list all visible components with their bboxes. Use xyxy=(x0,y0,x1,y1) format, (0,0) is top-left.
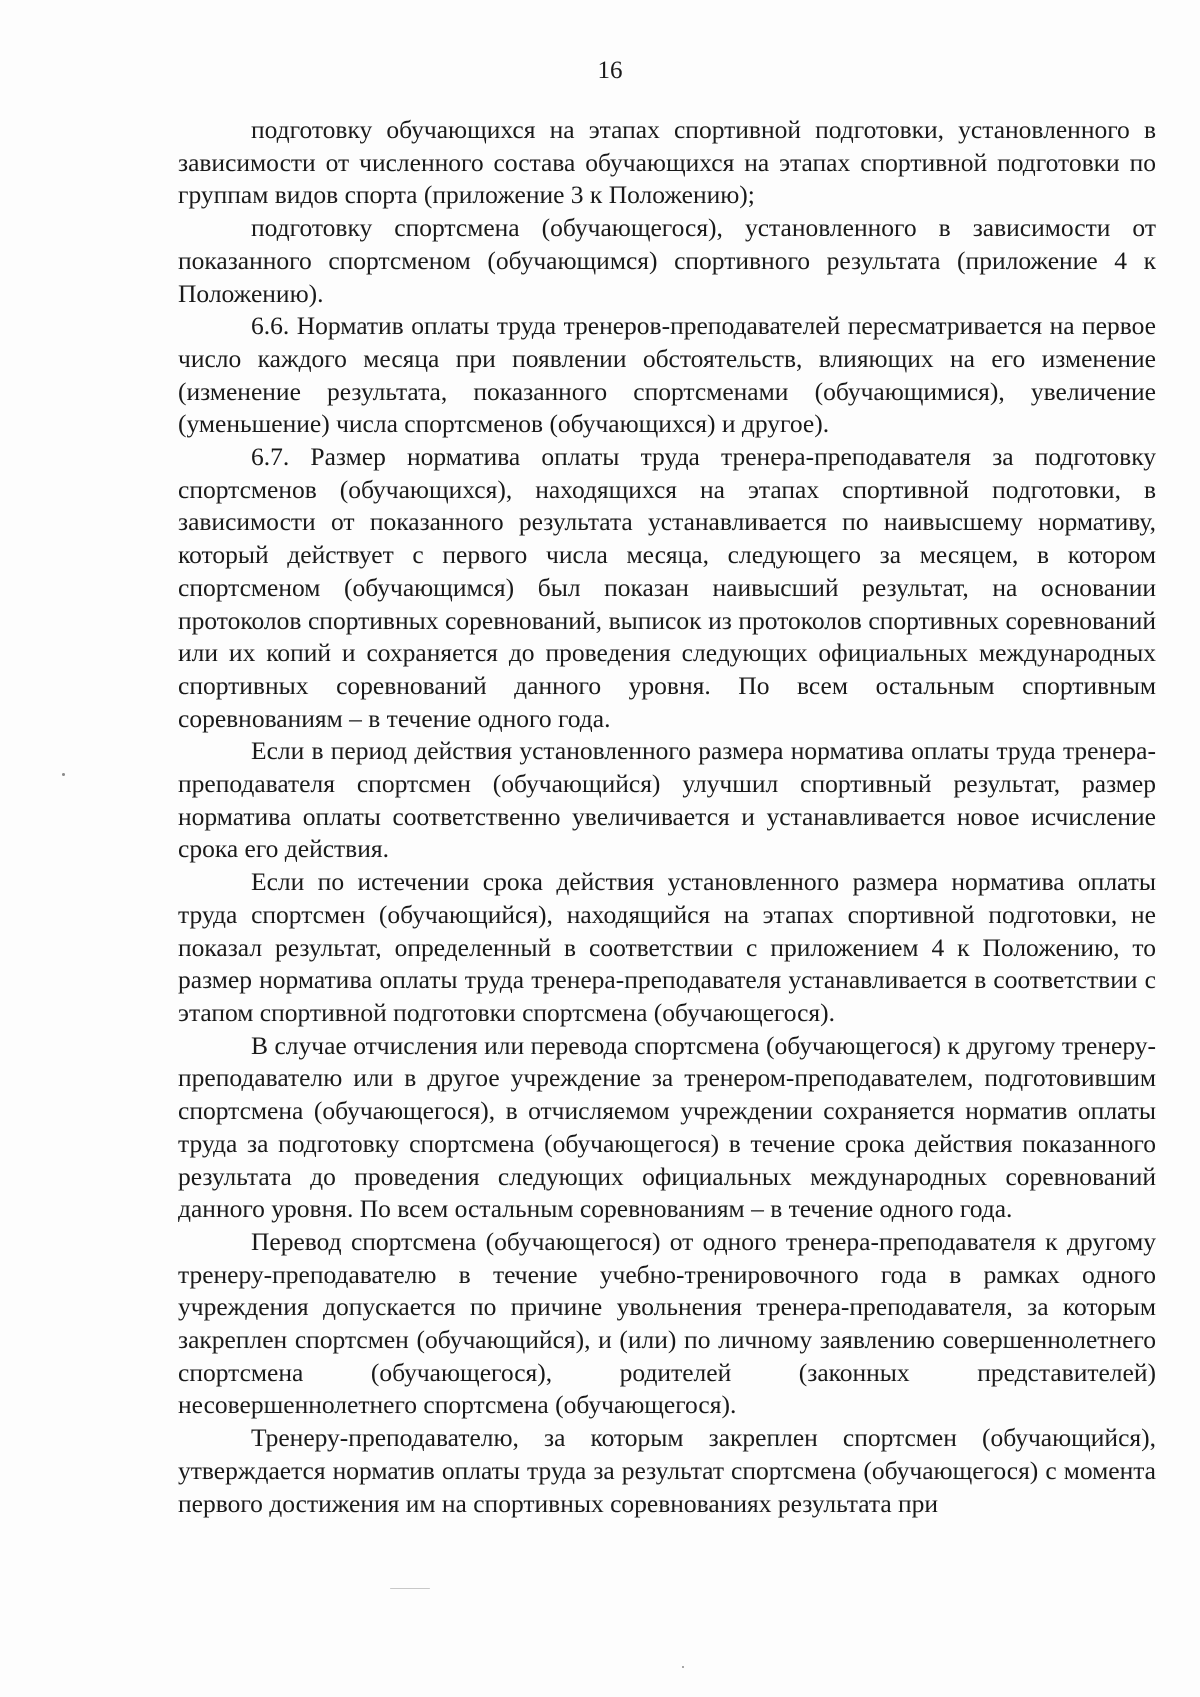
paragraph-expulsion-transfer: В случае отчисления или перевода спортсмена (обучающегося) к другому тренеру-преподавателю или в другое учреждение за тренером-преподавателем, подготовившим спортсмена (обучающегося), в отчисляемом учреждении сохраняется норматив оплаты труда за подготовку спортсмена (обучающегося) в течение срока действия показанного результата до проведения следующих официальных международных соревнований данного уровня. По всем остальным соревнованиям – в течение одного года. xyxy=(178,1030,1156,1224)
scan-speck xyxy=(62,773,65,776)
paragraph-expired-term: Если по истечении срока действия установленного размера норматива оплаты труда спортсмен (обучающийся), находящийся на этапах спортивной подготовки, не показал результат, определенный в соответствии с приложением 4 к Положению, то размер норматива оплаты труда тренера-преподавателя устанавливается в соответствии с этапом спортивной подготовки спортсмена (обучающегося). xyxy=(178,867,1156,1027)
paragraph-coach-change: Перевод спортсмена (обучающегося) от одного тренера-преподавателя к другому тренеру-преподавателю в течение учебно-тренировочного года в рамках одного учреждения допускается по причине увольнения тренера-преподавателя, за которым закреплен спортсмен (обучающийся), и (или) по личному заявлению совершеннолетнего спортсмена (обучающегося), родителей (законных представителей) несовершеннолетнего спортсмена (обучающегося). xyxy=(178,1226,1156,1420)
document-body xyxy=(178,114,1156,1520)
scan-speck xyxy=(682,1666,684,1668)
page-number: 16 xyxy=(597,57,623,84)
paragraph-coach-pay-athlete-result: подготовку спортсмена (обучающегося), установленного в зависимости от показанного спортсменом (обучающимся) спортивного результата (приложение 4 к Положению). xyxy=(178,213,1156,308)
paragraph-coach-pay-stage-count: подготовку обучающихся на этапах спортивной подготовки, установленного в зависимости от численного состава обучающихся на этапах спортивной подготовки по группам видов спорта (приложение 3 к Положению); xyxy=(178,115,1156,210)
scan-speck xyxy=(390,1588,430,1589)
paragraph-6-6-pay-review: 6.6. Норматив оплаты труда тренеров-преподавателей пересматривается на первое число каждого месяца при появлении обстоятельств, влияющих на его изменение (изменение результата, показанного спортсменами (обучающимися), увеличение (уменьшение) числа спортсменов (обучающихся) и другое). xyxy=(178,311,1156,439)
paragraph-assigned-coach: Тренеру-преподавателю, за которым закреплен спортсмен (обучающийся), утверждается норматив оплаты труда за результат спортсмена (обучающегося) с момента первого достижения им на спортивных соревнованиях результата при xyxy=(178,1423,1156,1518)
paragraph-improved-result: Если в период действия установленного размера норматива оплаты труда тренера-преподавателя спортсмен (обучающийся) улучшил спортивный результат, размер норматива оплаты соответственно увеличивается и устанавливается новое исчисление срока его действия. xyxy=(178,736,1156,864)
paragraph-6-7-pay-norm-size: 6.7. Размер норматива оплаты труда тренера-преподавателя за подготовку спортсменов (обучающихся), находящихся на этапах спортивной подготовки, в зависимости от показанного результата устанавливается по наивысшему нормативу, который действует с первого числа месяца, следующего за месяцем, в котором спортсменом (обучающимся) был показан наивысший результат, на основании протоколов спортивных соревнований, выписок из протоколов спортивных соревнований или их копий и сохраняется до проведения следующих официальных международных спортивных соревнований данного уровня. По всем остальным спортивным соревнованиям – в течение одного года. xyxy=(178,442,1156,733)
